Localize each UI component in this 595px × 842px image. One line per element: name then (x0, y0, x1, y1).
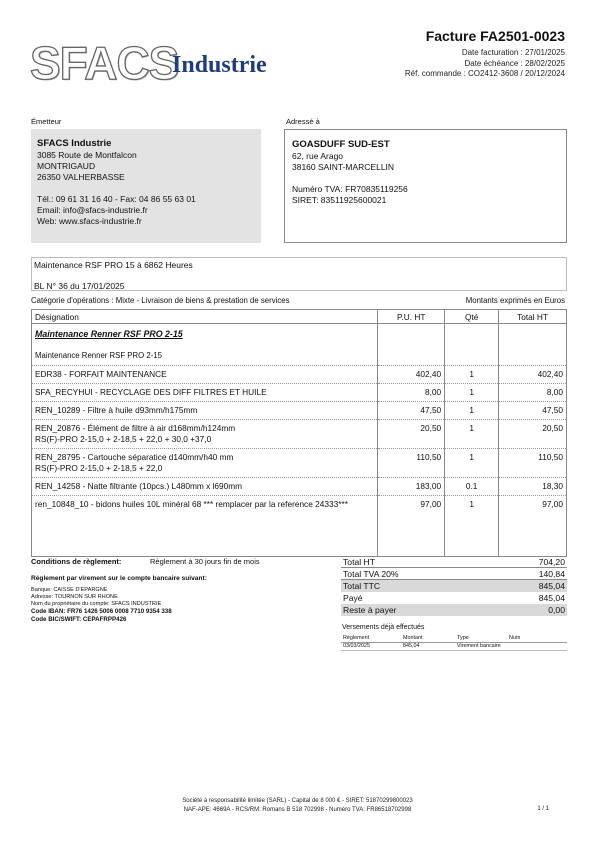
line-qty: 0.1 (445, 478, 499, 496)
table-row (32, 402, 567, 420)
issuer-block (31, 129, 261, 243)
section-subtitle: Maintenance Renner RSF PRO 2-15 (32, 343, 378, 366)
delivery-note-line: BL N° 36 du 17/01/2025 (34, 281, 125, 291)
line-unit-price: 8,00 (378, 384, 445, 402)
line-qty: 1 (445, 384, 499, 402)
conditions-value: Règlement à 30 jours fin de mois (150, 557, 260, 566)
totals-block (341, 556, 567, 616)
line-ref: REN_20876 (35, 423, 81, 433)
table-row (32, 384, 567, 402)
footer-line: Société à responsabilité limitée (SARL) - Capital de 8 000 € - SIRET: 51870299800023 (182, 798, 413, 804)
operation-category: Catégorie d'opérations : Mixte - Livraison de biens & prestation de services (31, 296, 290, 305)
total-label: Total TTC (343, 581, 381, 591)
recipient-address-line: 38160 SAINT-MARCELLIN (292, 162, 395, 172)
line-qty: 1 (445, 366, 499, 384)
line-total: 402,40 (499, 366, 567, 384)
recipient-block (284, 129, 567, 243)
payment-num (507, 642, 567, 650)
reference-box (31, 257, 567, 291)
bank-details (31, 587, 172, 623)
issuer-address-line: MONTRIGAUD (37, 161, 96, 171)
recipient-tva: Numéro TVA: FR70835119256 (292, 184, 408, 194)
paid-row (341, 592, 567, 604)
total-value: 845,04 (538, 581, 565, 591)
bank-line: Nom du propriétaire du compte: SFACS INDUSTRIE (31, 601, 162, 607)
total-value: 0,00 (548, 605, 565, 615)
issuer-label: Émetteur (31, 117, 62, 126)
line-ref: ren_10848_10 (35, 499, 89, 509)
line-qty: 1 (445, 449, 499, 478)
conditions-label: Conditions de règlement: (31, 557, 122, 566)
payments-col: Type (455, 635, 507, 642)
bank-iban: Code IBAN: FR76 1426 5006 0008 7710 9354 338 (31, 608, 172, 615)
logo-suffix: Industrie (172, 52, 267, 78)
col-designation: Désignation (32, 310, 378, 324)
issuer-name: SFACS Industrie (37, 138, 112, 149)
reference-line: Maintenance RSF PRO 15 à 6862 Heures (34, 260, 193, 270)
col-quantity: Qté (445, 310, 499, 324)
line-desc: - Natte filtrante (10pcs.) L480mm x l690mm (80, 481, 243, 491)
invoice-meta (405, 48, 565, 80)
total-value: 704,20 (538, 557, 565, 567)
line-ref: SFA_RECYHUI (35, 387, 93, 397)
invoice-lines-table (31, 309, 567, 557)
bank-transfer-header: Règlement par virement sur le compte bancaire suivant: (31, 575, 207, 582)
line-ref: REN_28795 (35, 452, 81, 462)
table-row (32, 496, 567, 557)
line-desc-2: RS(F)-PRO 2-15,0 + 2-18,5 + 22,0 + 30,0 +37,0 (35, 434, 212, 444)
bank-line: Adresse: TOURNON SUR RHONE (31, 594, 118, 600)
remaining-row (341, 604, 567, 616)
invoice-date: Date facturation : 27/01/2025 (461, 48, 565, 57)
payments-col: Règlement (341, 635, 401, 642)
total-label: Reste à payer (343, 605, 397, 615)
total-label: Total HT (343, 557, 375, 567)
line-qty: 1 (445, 420, 499, 449)
line-desc: - RECYCLAGE DES DIFF FILTRES ET HUILE (92, 387, 267, 397)
line-unit-price: 110,50 (378, 449, 445, 478)
payments-col: Montant (401, 635, 455, 642)
section-title: Maintenance Renner RSF PRO 2-15 (32, 324, 378, 344)
total-ttc-row (341, 580, 567, 592)
table-row (32, 478, 567, 496)
line-desc: - FORFAIT MAINTENANCE (61, 369, 167, 379)
line-qty: 1 (445, 402, 499, 420)
recipient-name: GOASDUFF SUD-EST (292, 139, 390, 150)
payments-title: Versements déjà effectués (342, 624, 425, 631)
line-designation (32, 366, 378, 384)
payments-table (341, 635, 567, 651)
bank-bic: Code BIC/SWIFT: CEPAFRPP426 (31, 615, 127, 623)
payments-col: Num (507, 635, 567, 642)
page-number: 1 / 1 (537, 806, 549, 812)
recipient-label: Adressé à (286, 117, 320, 126)
line-unit-price: 47,50 (378, 402, 445, 420)
payment-type: Virement bancaire (455, 642, 507, 650)
table-row (341, 642, 567, 650)
section-title-row (32, 324, 567, 344)
line-total: 18,30 (499, 478, 567, 496)
total-ht-row (341, 556, 567, 568)
line-desc: - bidons huiles 10L minéral 68 *** remplacer par la reference 24333*** (88, 499, 348, 509)
total-label: Total TVA 20% (343, 569, 399, 579)
company-logo (30, 36, 290, 89)
line-unit-price: 97,00 (378, 496, 445, 557)
line-unit-price: 183,00 (378, 478, 445, 496)
line-ref: EDR38 (35, 369, 62, 379)
line-total: 20,50 (499, 420, 567, 449)
line-desc-2: RS(F)-PRO 2-15,0 + 2-18,5 + 22,0 (35, 463, 163, 473)
recipient-siret: SIRET: 83511925600021 (292, 195, 387, 205)
issuer-address-line: 26350 VALHERBASSE (37, 172, 125, 182)
col-total: Total HT (499, 310, 567, 324)
logo-brand: SFACS (30, 37, 179, 89)
legal-footer (0, 797, 595, 814)
invoice-title: Facture FA2501-0023 (425, 28, 565, 44)
line-designation (32, 496, 378, 557)
line-unit-price: 20,50 (378, 420, 445, 449)
line-designation (32, 384, 378, 402)
category-row (31, 296, 567, 305)
line-desc: - Filtre à huile d93mm/h175mm (80, 405, 198, 415)
table-header-row (32, 310, 567, 324)
bank-line: Banque: CAISSE D'EPARGNE (31, 587, 108, 593)
line-ref: REN_14258 (35, 481, 81, 491)
line-total: 97,00 (499, 496, 567, 557)
issuer-phone: Tél.: 09 61 31 16 40 - Fax: 04 86 55 63 01 (37, 194, 196, 204)
table-row (32, 449, 567, 478)
invoice-due-date: Date échéance : 28/02/2025 (464, 58, 565, 68)
invoice-order-ref: Réf. commande : CO2412-3608 / 20/12/2024 (404, 69, 565, 78)
line-designation (32, 478, 378, 496)
issuer-website[interactable]: Web: www.sfacs-industrie.fr (37, 216, 142, 226)
total-tva-row (341, 568, 567, 580)
currency-note: Montants exprimés en Euros (465, 296, 565, 305)
line-designation (32, 449, 378, 478)
table-row (32, 420, 567, 449)
total-value: 140,84 (538, 569, 565, 579)
section-sub-row (32, 343, 567, 366)
payment-amount: 845,04 (401, 642, 455, 650)
issuer-address-line: 3085 Route de Montfalcon (37, 150, 137, 160)
payments-header-row (341, 635, 567, 642)
line-desc: - Élément de filtre à air d168mm/h124mm (80, 423, 236, 433)
recipient-address-line: 62, rue Arago (292, 151, 344, 161)
issuer-email[interactable]: Email: info@sfacs-industrie.fr (37, 205, 148, 215)
line-total: 47,50 (499, 402, 567, 420)
table-row (32, 366, 567, 384)
total-label: Payé (343, 593, 363, 603)
line-ref: REN_10289 (35, 405, 81, 415)
payment-conditions (31, 557, 260, 566)
col-unit-price: P.U. HT (378, 310, 445, 324)
payment-date: 03/03/2025 (341, 642, 401, 650)
line-total: 110,50 (499, 449, 567, 478)
line-unit-price: 402,40 (378, 366, 445, 384)
line-designation (32, 420, 378, 449)
line-designation (32, 402, 378, 420)
footer-line: NAF-APE: 4669A - RCS/RM: Romans B 518 702998 - Numéro TVA: FR86518702998 (183, 806, 412, 813)
line-desc: - Cartouche séparatice d140mm/h40 mm (80, 452, 234, 462)
total-value: 845,04 (538, 593, 565, 603)
line-qty: 1 (445, 496, 499, 557)
line-total: 8,00 (499, 384, 567, 402)
